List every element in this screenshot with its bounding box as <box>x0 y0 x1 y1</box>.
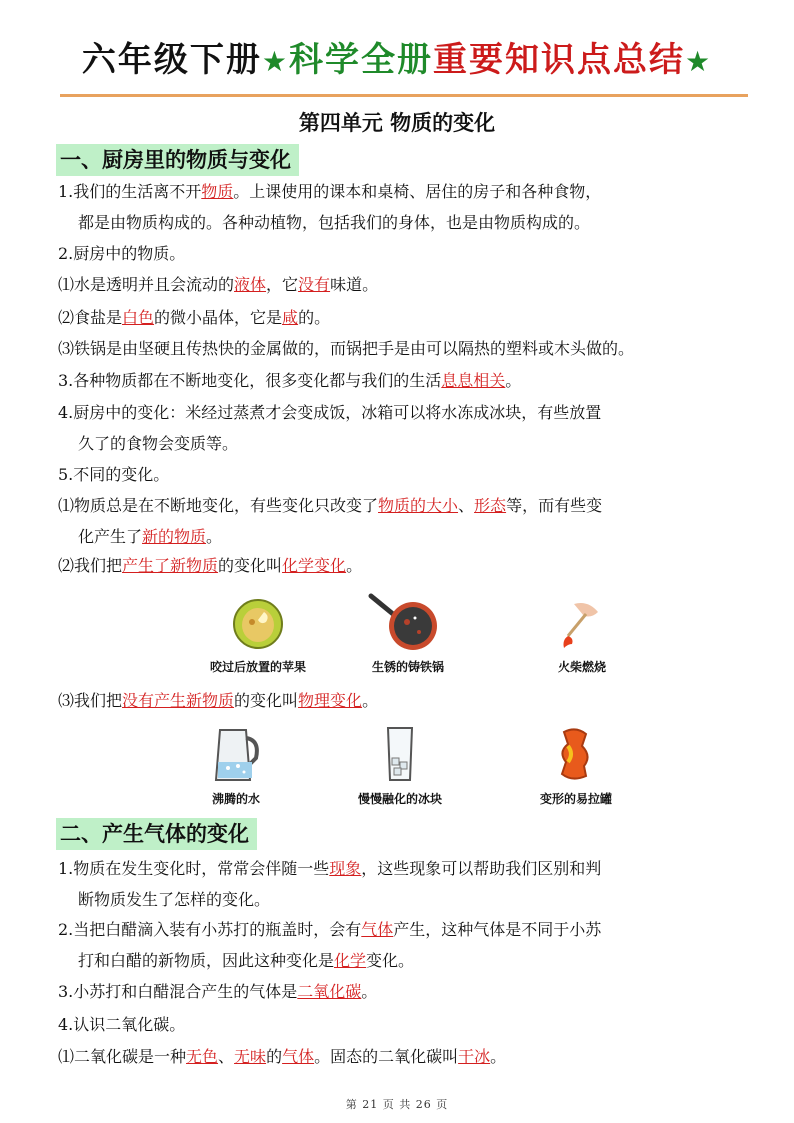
figure-boiling-water: 沸腾的水 <box>146 724 326 807</box>
section-heading-1: 一、厨房里的物质与变化 <box>56 144 299 176</box>
header-divider <box>60 94 748 97</box>
header-summary: 重要知识点总结 <box>433 40 685 80</box>
keyword: 无味 <box>234 1047 267 1066</box>
unit-title: 第四单元 物质的变化 <box>298 111 496 135</box>
keyword: 物质的大小 <box>378 496 459 515</box>
keyword: 形态 <box>474 496 507 515</box>
apple-icon <box>228 592 288 652</box>
paragraph-8: 5.不同的变化。 <box>58 465 170 484</box>
keyword: 二氧化碳 <box>297 982 362 1001</box>
paragraph-3: ⑴水是透明并且会流动的液体，它没有味道。 <box>58 275 379 294</box>
keyword: 咸 <box>282 308 299 327</box>
paragraph-16: ⑴二氧化碳是一种无色、无味的气体。固态的二氧化碳叫干冰。 <box>58 1047 507 1066</box>
star-icon: ★ <box>685 45 713 78</box>
paragraph-4: ⑵食盐是白色的微小晶体，它是咸的。 <box>58 308 331 327</box>
keyword: 没有产生新物质 <box>122 691 235 710</box>
can-icon <box>546 724 606 784</box>
figure-melting-ice: 慢慢融化的冰块 <box>310 724 490 807</box>
figure-bitten-apple: 咬过后放置的苹果 <box>168 592 348 675</box>
paragraph-12: 1.物质在发生变化时，常常会伴随一些现象，这些现象可以帮助我们区别和判 断物质发生了怎样的变化。 <box>58 859 602 909</box>
figure-rusty-pan: 生锈的铸铁锅 <box>318 592 498 675</box>
keyword: 没有 <box>298 275 331 294</box>
paragraph-13: 2.当把白醋滴入装有小苏打的瓶盖时，会有气体产生，这种气体是不同于小苏 打和白醋的新物质，因此这种变化是化学变化。 <box>58 920 602 970</box>
paragraph-6: 3.各种物质都在不断地变化，很多变化都与我们的生活息息相关。 <box>58 371 522 390</box>
keyword: 化学 <box>334 951 367 970</box>
figure-crushed-can: 变形的易拉罐 <box>486 724 666 807</box>
keyword: 无色 <box>186 1047 219 1066</box>
keyword: 白色 <box>122 308 155 327</box>
keyword: 产生了新物质 <box>122 556 219 575</box>
pan-icon <box>363 592 453 652</box>
keyword: 新的物质 <box>142 527 207 546</box>
paragraph-10: ⑵我们把产生了新物质的变化叫化学变化。 <box>58 556 363 575</box>
keyword: 气体 <box>361 920 394 939</box>
paragraph-7: 4.厨房中的变化：米经过蒸煮才会变成饭，冰箱可以将水冻成冰块，有些放置 久了的食物会变质等。 <box>58 403 602 453</box>
header-subject: 科学全册 <box>289 40 433 80</box>
keyword: 物理变化 <box>298 691 363 710</box>
keyword: 物质 <box>201 182 234 201</box>
kettle-icon <box>206 724 266 784</box>
paragraph-2: 2.厨房中的物质。 <box>58 244 186 263</box>
page-header <box>0 38 794 84</box>
keyword: 液体 <box>234 275 267 294</box>
paragraph-15: 4.认识二氧化碳。 <box>58 1015 186 1034</box>
paragraph-9: ⑴物质总是在不断地变化，有些变化只改变了物质的大小、形态等，而有些变 化产生了新的物质。 <box>58 496 603 546</box>
star-icon: ★ <box>261 45 289 78</box>
keyword: 化学变化 <box>282 556 347 575</box>
paragraph-14: 3.小苏打和白醋混合产生的气体是二氧化碳。 <box>58 982 378 1001</box>
paragraph-11: ⑶我们把没有产生新物质的变化叫物理变化。 <box>58 691 379 710</box>
keyword: 现象 <box>329 859 362 878</box>
page-footer: 第 21 页 共 26 页 <box>345 1098 449 1111</box>
keyword: 干冰 <box>458 1047 491 1066</box>
section-heading-2: 二、产生气体的变化 <box>56 818 257 850</box>
keyword: 气体 <box>282 1047 315 1066</box>
figure-burning-match: 火柴燃烧 <box>492 592 672 675</box>
keyword: 息息相关 <box>441 371 506 390</box>
paragraph-5: ⑶铁锅是由坚硬且传热快的金属做的，而锅把手是由可以隔热的塑料或木头做的。 <box>58 339 635 358</box>
header-grade: 六年级下册 <box>81 40 262 80</box>
match-icon <box>552 592 612 652</box>
ice-glass-icon <box>370 724 430 784</box>
paragraph-1: 1.我们的生活离不开物质。上课使用的课本和桌椅、居住的房子和各种食物， 都是由物质构成的。各种动植物，包括我们的身体，也是由物质构成的。 <box>58 182 602 232</box>
